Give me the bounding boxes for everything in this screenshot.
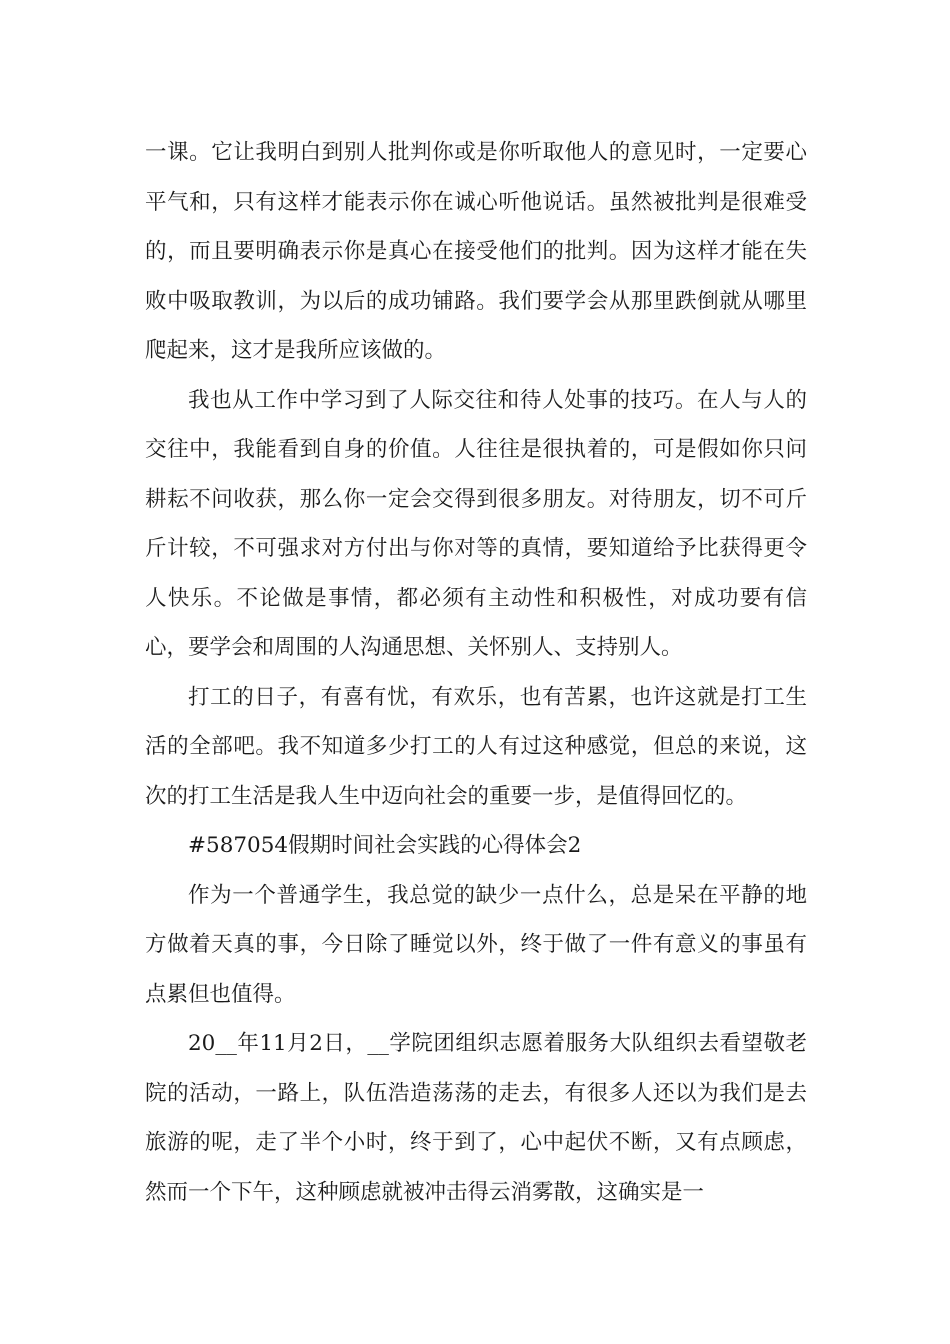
document-body [145,128,807,1217]
paragraph-2: 我也从工作中学习到了人际交往和待人处事的技巧。在人与人的交往中，我能看到自身的价值。人往往是很执着的，可是假如你只问耕耘不问收获，那么你一定会交得到很多朋友。对待朋友，切不可斤斤计较，不可强求对方付出与你对等的真情，要知道给予比获得更令人快乐。不论做是事情，都必须有主动性和积极性，对成功要有信心，要学会和周围的人沟通思想、关怀别人、支持别人。 [145,387,807,660]
section-heading: #587054假期时间社会实践的心得体会2 [188,833,582,858]
paragraph-3: 打工的日子，有喜有忧，有欢乐，也有苦累，也许这就是打工生活的全部吧。我不知道多少打工的人有过这种感觉，但总的来说，这次的打工生活是我人生中迈向社会的重要一步，是值得回忆的。 [145,684,807,809]
paragraph-5: 作为一个普通学生，我总觉的缺少一点什么，总是呆在平静的地方做着天真的事，今日除了睡觉以外，终于做了一件有意义的事虽有点累但也值得。 [145,882,807,1007]
paragraph-1: 一课。它让我明白到别人批判你或是你听取他人的意见时，一定要心平气和，只有这样才能表示你在诚心听他说话。虽然被批判是很难受的，而且要明确表示你是真心在接受他们的批判。因为这样才能在失败中吸取教训，为以后的成功铺路。我们要学会从那里跌倒就从哪里爬起来，这才是我所应该做的。 [145,140,807,363]
paragraph-6: 20__年11月2日，__学院团组织志愿着服务大队组织去看望敬老院的活动，一路上，队伍浩造荡荡的走去，有很多人还以为我们是去旅游的呢，走了半个小时，终于到了，心中起伏不断，又有点顾虑，然而一个下午，这种顾虑就被冲击得云消雾散，这确实是一 [145,1031,807,1205]
